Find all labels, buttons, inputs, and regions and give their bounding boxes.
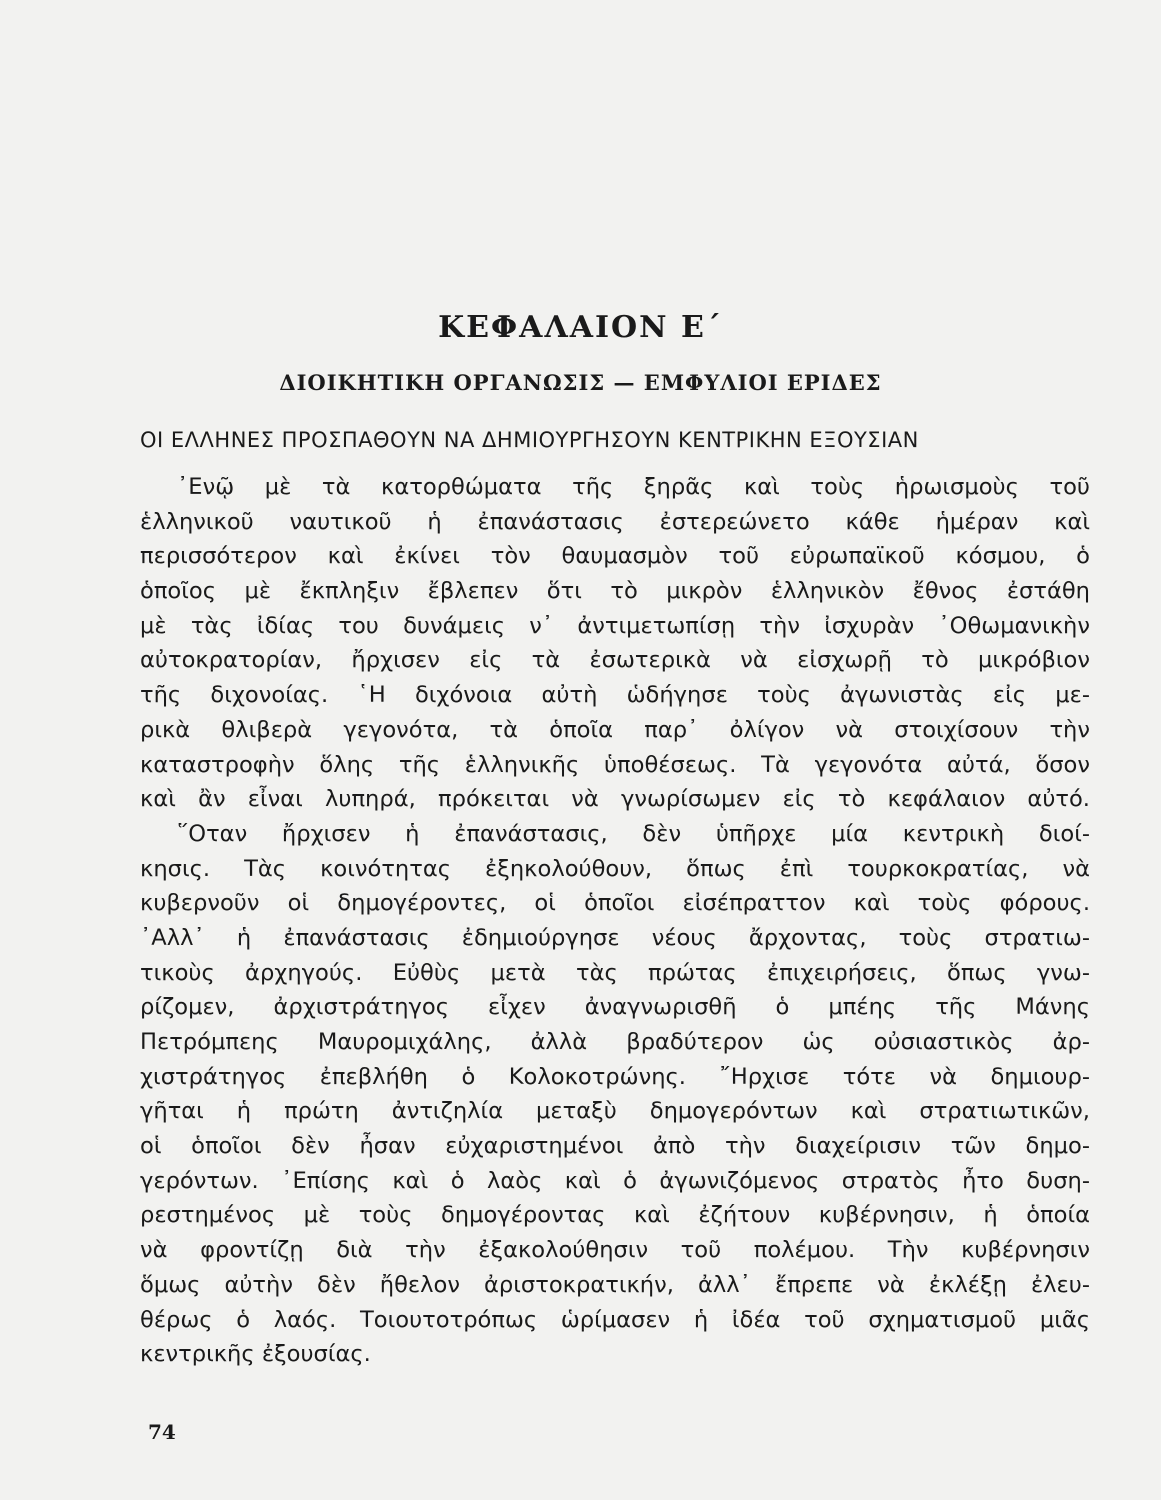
- body-text: [140, 470, 1090, 1372]
- text-line: κεντρικῆς ἐξουσίας.: [140, 1341, 371, 1368]
- text-line: νὰ φροντίζῃ διὰ τὴν ἐξακολούθησιν τοῦ πολέμου. Τὴν κυβέρνησιν: [140, 1237, 1090, 1264]
- text-line: ᾿Αλλ᾿ ἡ ἐπανάστασις ἐδημιούργησε νέους ἄρχοντας, τοὺς στρατιω-: [140, 924, 1090, 951]
- text-line: ἑλληνικοῦ ναυτικοῦ ἡ ἐπανάστασις ἐστερεώνετο κάθε ἡμέραν καὶ: [140, 508, 1090, 535]
- text-line: ῞Οταν ἤρχισεν ἡ ἐπανάστασις, δὲν ὑπῆρχε μία κεντρικὴ διοί-: [177, 820, 1090, 847]
- text-line: γερόντων. ᾿Επίσης καὶ ὁ λαὸς καὶ ὁ ἀγωνιζόμενος στρατὸς ἦτο δυση-: [140, 1167, 1090, 1194]
- chapter-subtitle: ΔΙΟΙΚΗΤΙΚΗ ΟΡΓΑΝΩΣΙΣ — ΕΜΦΥΛΙΟΙ ΕΡΙΔΕΣ: [279, 370, 882, 395]
- text-line: καταστροφὴν ὅλης τῆς ἑλληνικῆς ὑποθέσεως. Τὰ γεγονότα αὐτά, ὅσον: [140, 751, 1090, 778]
- text-line: κησις. Τὰς κοινότητας ἐξηκολούθουν, ὅπως ἐπὶ τουρκοκρατίας, νὰ: [140, 855, 1090, 882]
- text-line: οἱ ὁποῖοι δὲν ἦσαν εὐχαριστημένοι ἀπὸ τὴν διαχείρισιν τῶν δημο-: [140, 1133, 1090, 1160]
- text-line: περισσότερον καὶ ἐκίνει τὸν θαυμασμὸν τοῦ εὐρωπαϊκοῦ κόσμου, ὁ: [140, 543, 1090, 570]
- text-line: γῆται ἡ πρώτη ἀντιζηλία μεταξὺ δημογερόντων καὶ στρατιωτικῶν,: [140, 1098, 1090, 1125]
- text-line: καὶ ἂν εἶναι λυπηρά, πρόκειται νὰ γνωρίσωμεν εἰς τὸ κεφάλαιον αὐτό.: [140, 786, 1090, 813]
- text-line: αὐτοκρατορίαν, ἤρχισεν εἰς τὰ ἐσωτερικὰ νὰ εἰσχωρῇ τὸ μικρόβιον: [140, 647, 1090, 674]
- text-line: Πετρόμπεης Μαυρομιχάλης, ἀλλὰ βραδύτερον ὡς οὐσιαστικὸς ἀρ-: [140, 1029, 1090, 1055]
- text-line: χιστράτηγος ἐπεβλήθη ὁ Κολοκοτρώνης. ῎Ηρχισε τότε νὰ δημιουρ-: [140, 1063, 1090, 1090]
- text-line: ρεστημένος μὲ τοὺς δημογέροντας καὶ ἐζήτουν κυβέρνησιν, ἡ ὁποία: [140, 1202, 1090, 1229]
- text-line: ρίζομεν, ἀρχιστράτηγος εἶχεν ἀναγνωρισθῆ ὁ μπέης τῆς Μάνης: [140, 994, 1090, 1021]
- text-line: ᾿Ενῷ μὲ τὰ κατορθώματα τῆς ξηρᾶς καὶ τοὺς ἡρωισμοὺς τοῦ: [177, 474, 1090, 500]
- text-line: θέρως ὁ λαός. Τοιουτοτρόπως ὡρίμασεν ἡ ἰδέα τοῦ σχηματισμοῦ μιᾶς: [140, 1306, 1090, 1333]
- text-line: ρικὰ θλιβερὰ γεγονότα, τὰ ὁποῖα παρ᾿ ὀλίγον νὰ στοιχίσουν τὴν: [140, 716, 1090, 743]
- text-line: ὅμως αὐτὴν δὲν ἤθελον ἀριστοκρατικήν, ἀλλ᾿ ἔπρεπε νὰ ἐκλέξῃ ἐλευ-: [140, 1271, 1090, 1298]
- text-line: ὁποῖος μὲ ἔκπληξιν ἔβλεπεν ὅτι τὸ μικρὸν ἑλληνικὸν ἔθνος ἐστάθη: [140, 578, 1090, 605]
- text-line: μὲ τὰς ἰδίας του δυνάμεις ν᾿ ἀντιμετωπίσῃ τὴν ἰσχυρὰν ᾿Οθωμανικὴν: [140, 612, 1090, 639]
- chapter-title: ΚΕΦΑΛΑΙΟΝ Ε΄: [438, 310, 723, 345]
- page-number: 74: [148, 1420, 176, 1444]
- text-line: τικοὺς ἀρχηγούς. Εὐθὺς μετὰ τὰς πρώτας ἐπιχειρήσεις, ὅπως γνω-: [140, 959, 1090, 986]
- section-heading: ΟΙ ΕΛΛΗΝΕΣ ΠΡΟΣΠΑΘΟΥΝ ΝΑ ΔΗΜΙΟΥΡΓΗΣΟΥΝ ΚΕΝΤΡΙΚΗΝ ΕΞΟΥΣΙΑΝ: [140, 428, 919, 452]
- text-line: τῆς διχονοίας. ῾Η διχόνοια αὐτὴ ὡδήγησε τοὺς ἀγωνιστὰς εἰς με-: [140, 682, 1090, 709]
- text-line: κυβερνοῦν οἱ δημογέροντες, οἱ ὁποῖοι εἰσέπραττον καὶ τοὺς φόρους.: [140, 890, 1090, 917]
